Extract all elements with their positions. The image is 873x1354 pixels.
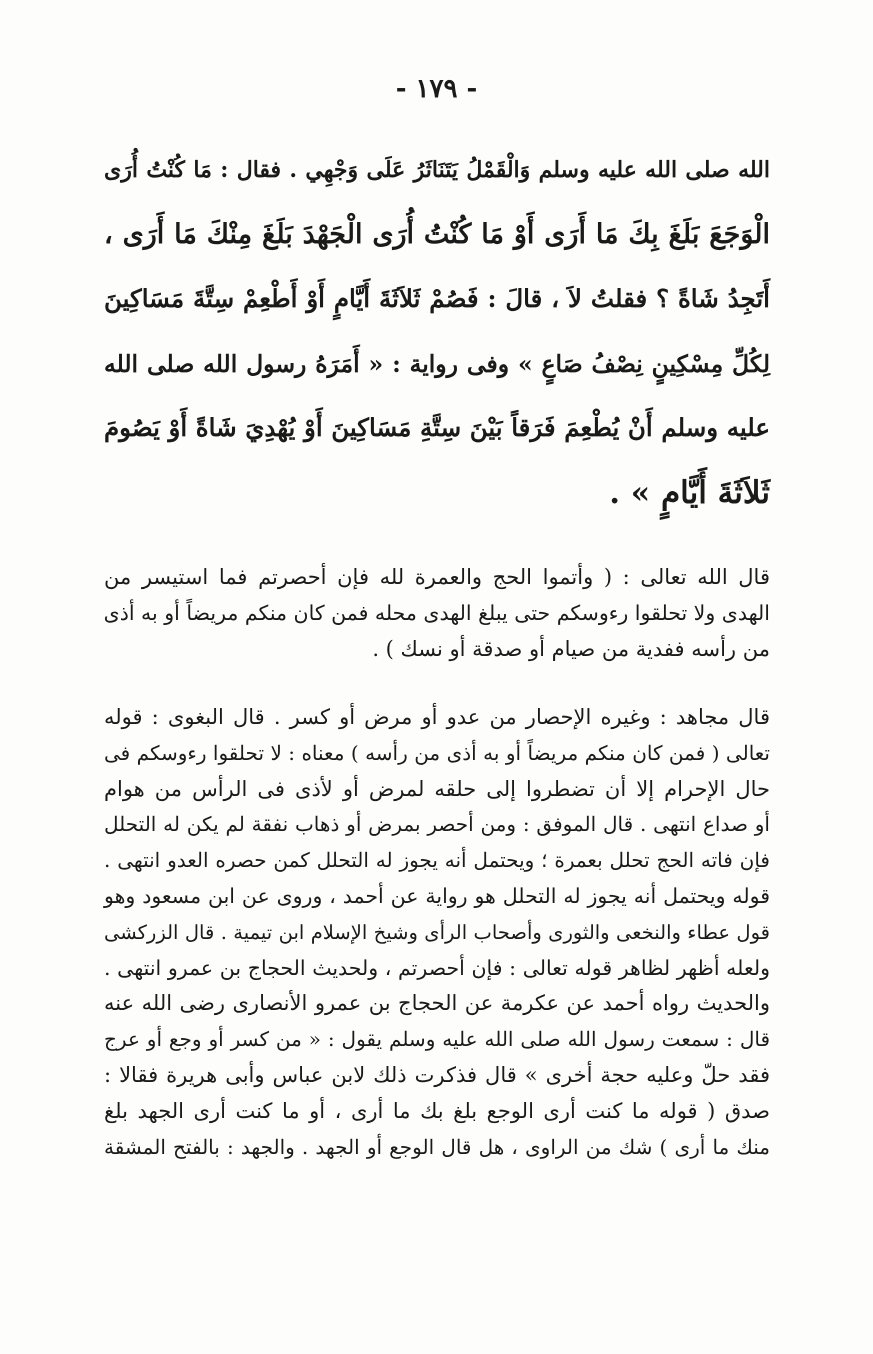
commentary-paragraph	[104, 700, 770, 1165]
paragraph-line: ولعله أظهر لظاهر قوله تعالى : فإن أحصرتم ، ولحديث الحجاج بن عمرو انتهى .	[104, 955, 770, 980]
paragraph-line: قال مجاهد : وغيره الإحصار من عدو أو مرض أو كسر . قال البغوى : قوله	[104, 705, 770, 729]
quran-verse-paragraph	[104, 560, 770, 667]
paragraph-line: قوله ويحتمل أنه يجوز له التحلل هو رواية عن أحمد ، وروى عن ابن مسعود وهو	[104, 883, 770, 908]
paragraph-line: منك ما أرى ) شك من الراوى ، هل قال الوجع أو الجهد . والجهد : بالفتح المشقة	[104, 1134, 770, 1159]
paragraph-line: حال الإحرام إلا أن تضطروا إلى حلقه لمرض أو لأذى فى الرأس من هوام	[104, 776, 770, 801]
paragraph-line: فقد حلّ وعليه حجة أخرى » قال فذكرت ذلك لابن عباس وأبى هريرة فقالا :	[104, 1062, 770, 1087]
hadith-line: الْوَجَعَ بَلَغَ بِكَ مَا أَرَى أَوْ مَا كُنْتُ أُرَى الْجَهْدَ بَلَغَ مِنْكَ مَا أَرَى ،	[104, 218, 770, 250]
paragraph-line: من رأسه ففدية من صيام أو صدقة أو نسك ) .	[372, 636, 770, 661]
paragraph-line: تعالى ( فمن كان منكم مريضاً أو به أذى من رأسه ) معناه : لا تحلقوا رءوسكم فى	[104, 740, 770, 765]
paragraph-line: قول عطاء والنخعى والثورى وأصحاب الرأى وشيخ الإسلام ابن تيمية . قال الزركشى	[104, 920, 770, 944]
paragraph-line: قال : سمعت رسول الله صلى الله عليه وسلم يقول : « من كسر أو وجع أو عرج	[104, 1027, 770, 1052]
paragraph-line: أو صداع انتهى . قال الموفق : ومن أحصر بمرض أو ذهاب نفقة لم يكن له التحلل	[104, 812, 770, 837]
hadith-line: لِكُلِّ مِسْكِينٍ نِصْفُ صَاعٍ » وفى رواية : « أَمَرَهُ رسول الله صلى الله	[104, 349, 770, 378]
paragraph-line: فإن فاته الحج تحلل بعمرة ؛ ويحتمل أنه يجوز له التحلل كمن حصره العدو انتهى .	[104, 848, 770, 873]
hadith-line: أَتَجِدُ شَاةً ؟ فقلتُ لاَ ، قالَ : فَصُمْ ثَلاَثَةَ أَيَّامٍ أَوْ أَطْعِمْ سِتَّةَ مَسَاكِينَ	[104, 284, 770, 313]
page-number: - ١٧٩ -	[395, 74, 478, 104]
paragraph-line: الهدى ولا تحلقوا رءوسكم حتى يبلغ الهدى محله فمن كان منكم مريضاً أو به أذى	[103, 600, 770, 625]
hadith-line: الله صلى الله عليه وسلم وَالْقَمْلُ يَتَنَاثَرُ عَلَى وَجْهِي . فقال : مَا كُنْتُ أُرَى	[104, 157, 770, 183]
paragraph-line: والحديث رواه أحمد عن عكرمة عن الحجاج بن عمرو الأنصارى رضى الله عنه	[104, 991, 770, 1016]
hadith-text	[104, 138, 770, 525]
hadith-line: عليه وسلم أَنْ يُطْعِمَ فَرَقاً بَيْنَ سِتَّةِ مَسَاكِينَ أَوْ يُهْدِيَ شَاةً أَوْ يَصُومَ	[104, 413, 770, 442]
hadith-line: ثَلاَثَةَ أَيَّامٍ » .	[609, 474, 770, 511]
paragraph-line: قال الله تعالى : ( وأتموا الحج والعمرة لله فإن أحصرتم فما استيسر من	[104, 565, 770, 589]
paragraph-line: صدق ( قوله ما كنت أرى الوجع بلغ بك ما أرى ، أو ما كنت أرى الجهد بلغ	[104, 1098, 770, 1123]
